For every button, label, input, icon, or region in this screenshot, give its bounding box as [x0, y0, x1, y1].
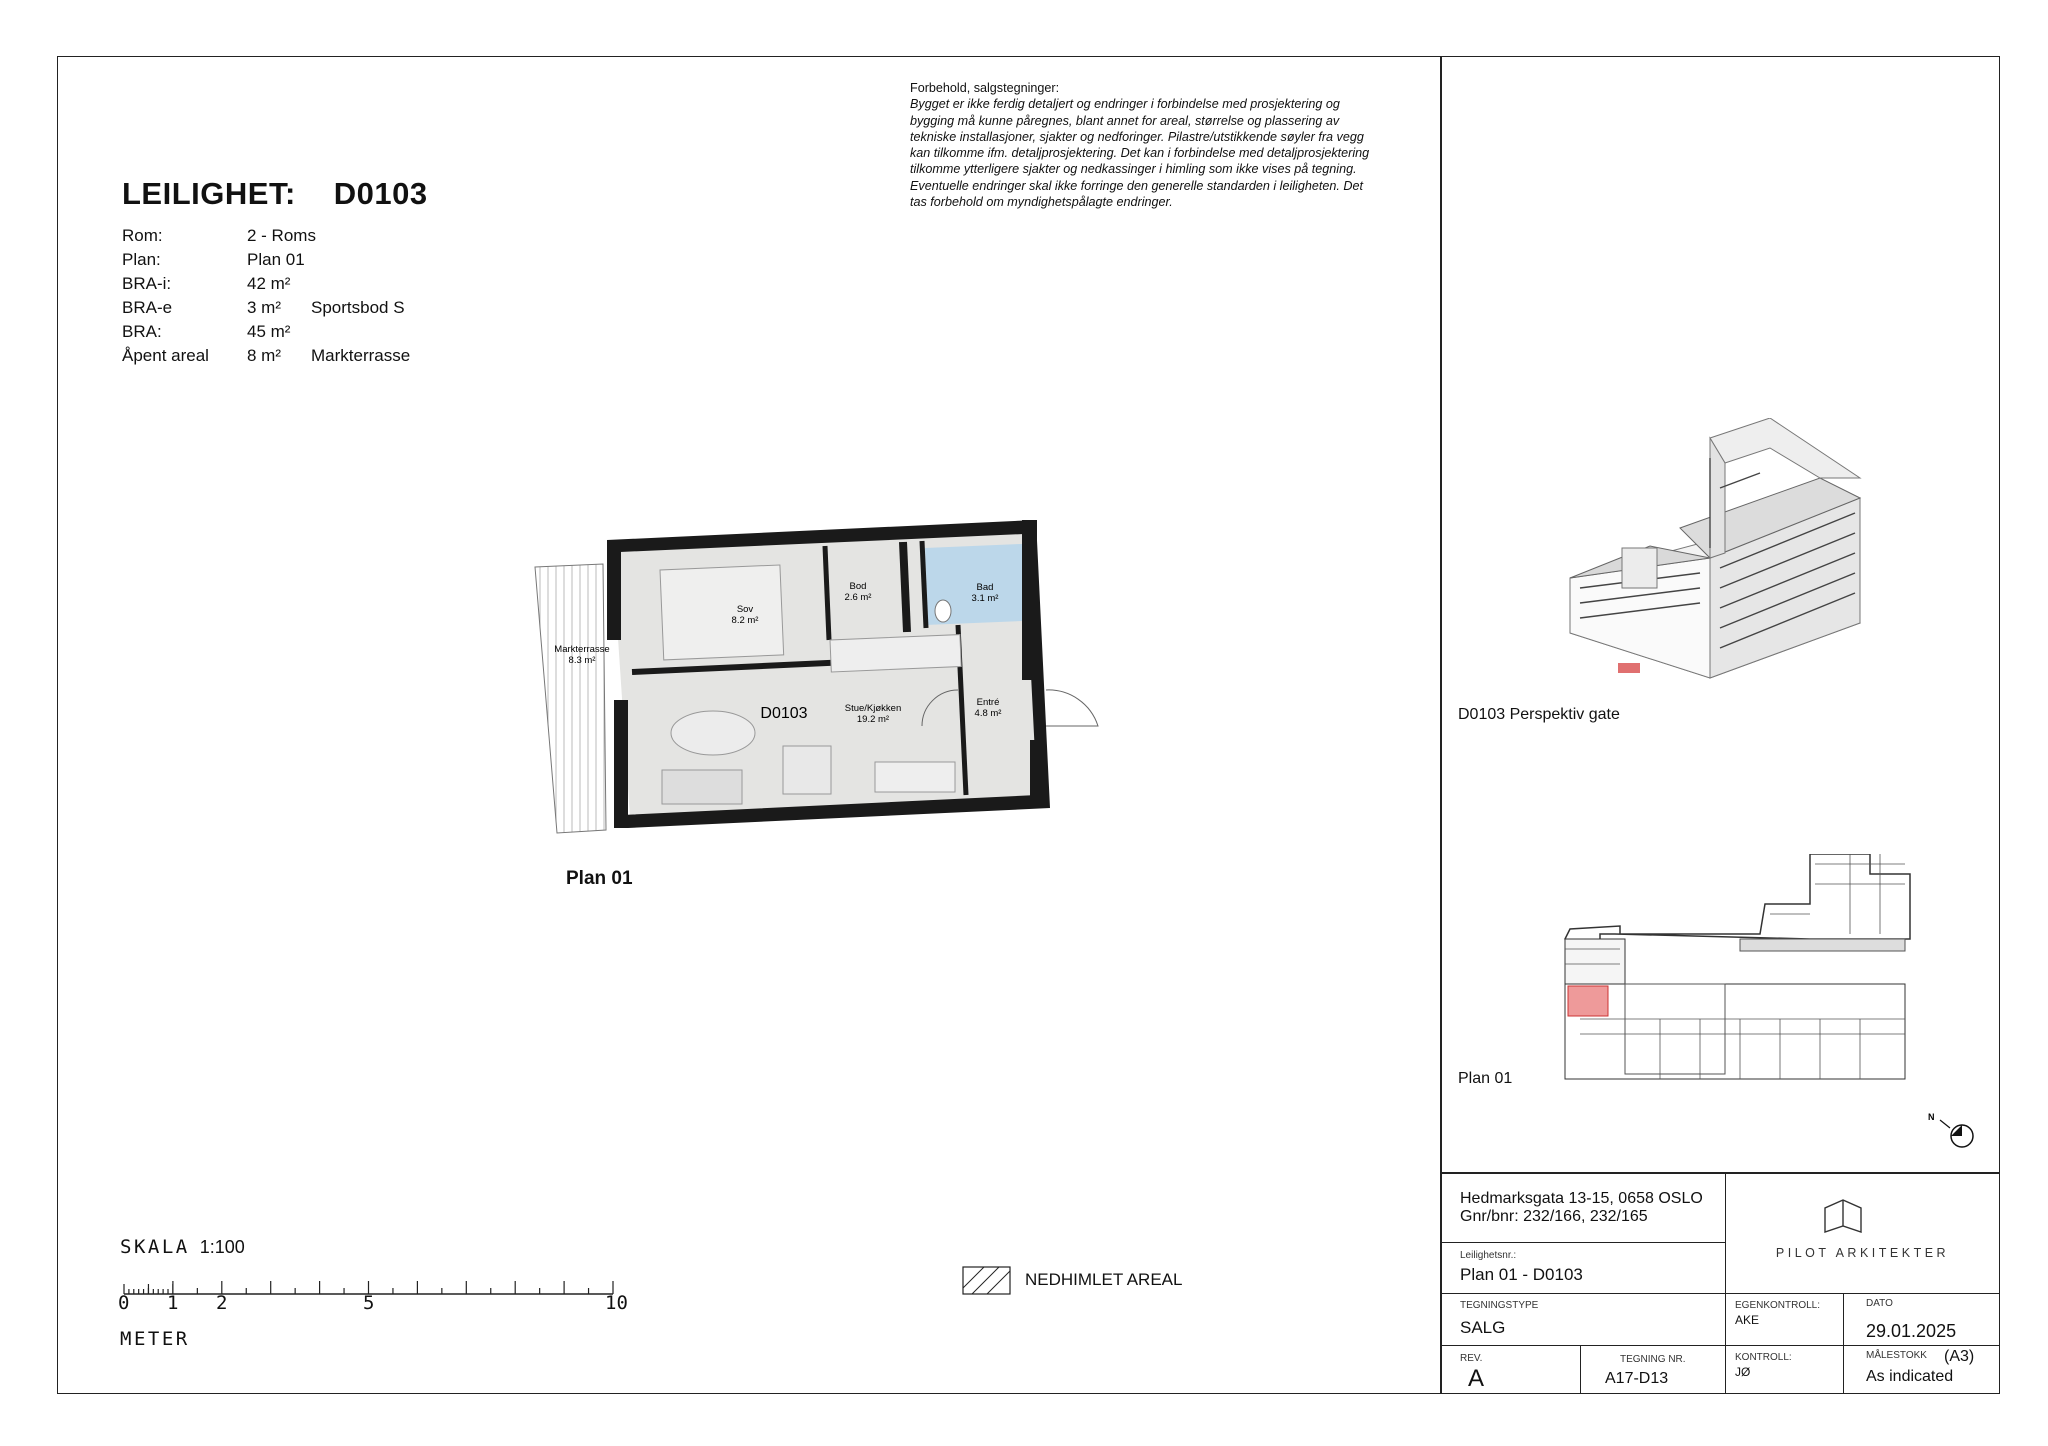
- wall-segment: [607, 540, 621, 640]
- unit-highlight: [1618, 663, 1640, 673]
- scale-label: SKALA: [120, 1236, 190, 1258]
- room-area: 3.1 m²: [971, 593, 999, 604]
- room-name: Markterrasse: [554, 644, 610, 655]
- kitchen-counter: [830, 635, 961, 672]
- room-name: Entré: [976, 697, 1000, 708]
- address-line-1: Hedmarksgata 13-15, 0658 OSLO: [1460, 1190, 1703, 1207]
- interior-wall: [903, 542, 907, 632]
- info-note: Markterrasse: [311, 346, 411, 365]
- keyplan-caption: Plan 01: [1458, 1070, 1513, 1087]
- room-name: Bad: [976, 582, 994, 593]
- type-label: TEGNINGSTYPE: [1460, 1300, 1539, 1311]
- key-plan: [1560, 854, 1920, 1088]
- tick-label: 5: [363, 1292, 375, 1314]
- info-value: 45 m²: [247, 322, 291, 341]
- room-name: Sov: [736, 604, 754, 615]
- rev-value: A: [1468, 1365, 1485, 1392]
- info-label: Rom:: [122, 226, 163, 245]
- building-perspective: [1560, 418, 1910, 718]
- apartment-code: D0103: [333, 176, 428, 211]
- hatch-swatch: [962, 1266, 1012, 1296]
- disclaimer-line: tekniske installasjoner, sjakter og nedforinger. Pilastre/utstikkende søyler fra vegg: [910, 129, 1364, 144]
- tick-label: 1: [167, 1292, 179, 1314]
- info-value: 3 m²: [247, 298, 281, 317]
- disclaimer-line: Bygget er ikke ferdig detaljert og endringer i forbindelse med prosjektering og: [910, 97, 1340, 112]
- info-label: Åpent areal: [122, 346, 209, 365]
- room-area: 8.2 m²: [731, 615, 759, 626]
- info-label: BRA-i:: [122, 274, 172, 293]
- titleblock-border: [1440, 1172, 2000, 1174]
- disclaimer-heading: Forbehold, salgstegninger:: [910, 81, 1060, 95]
- type-value: SALG: [1460, 1318, 1506, 1337]
- date-value: 29.01.2025: [1866, 1321, 1957, 1341]
- info-label: BRA:: [122, 322, 162, 341]
- tick-label: 0: [118, 1292, 130, 1314]
- info-value: Plan 01: [247, 250, 305, 269]
- selfcheck-value: AKE: [1735, 1313, 1760, 1327]
- disclaimer-line: bygging må kunne påregnes, blant annet for areal, størrelse og plassering av: [910, 113, 1340, 128]
- selfcheck-label: EGENKONTROLL:: [1735, 1300, 1821, 1311]
- terrace-deck: [535, 564, 606, 833]
- info-label: BRA-e: [122, 298, 173, 317]
- room-area: 8.3 m²: [568, 655, 596, 666]
- north-arrow-icon: [1920, 1110, 1976, 1150]
- disclaimer: [910, 80, 1430, 210]
- room-area: 2.6 m²: [844, 592, 872, 603]
- sidebar-divider: [1440, 56, 1442, 1394]
- disclaimer-line: kan tilkomme ifm. detaljprosjektering. Det kan i forbindelse med detaljprosjektering: [910, 146, 1370, 161]
- address-line-2: Gnr/bnr: 232/166, 232/165: [1460, 1208, 1648, 1225]
- titleblock-rule: [1843, 1293, 1844, 1394]
- wall-segment: [614, 700, 628, 828]
- drawing-no-value: A17-D13: [1605, 1370, 1669, 1387]
- room-area: 19.2 m²: [856, 714, 890, 725]
- dining-table: [671, 711, 755, 755]
- scale-title: [120, 1236, 245, 1258]
- drawing-no-label: TEGNING NR.: [1620, 1354, 1686, 1365]
- unit-label: D0103: [760, 705, 808, 722]
- info-value: 8 m²: [247, 346, 281, 365]
- titleblock-rule: [1440, 1345, 2000, 1346]
- door-swing: [1046, 690, 1098, 726]
- disclaimer-line: tas forbehold om myndighetspålagte endringer.: [910, 195, 1173, 210]
- titleblock-rule: [1440, 1242, 1725, 1243]
- room-name: Bod: [849, 581, 867, 592]
- info-value: 2 - Roms: [247, 226, 316, 245]
- svg-text:N: N: [1928, 1112, 1935, 1122]
- toilet: [935, 600, 951, 622]
- room-name: Stue/Kjøkken: [844, 703, 902, 714]
- legend-label: NEDHIMLET AREAL: [1025, 1270, 1183, 1289]
- info-label: Plan:: [122, 250, 161, 269]
- unit-no-label: Leilighetsnr.:: [1460, 1250, 1517, 1261]
- perspective-caption: D0103 Perspektiv gate: [1458, 706, 1620, 723]
- bed: [660, 565, 784, 660]
- table: [783, 746, 831, 794]
- info-note: Sportsbod S: [311, 298, 405, 317]
- plan-label: Plan 01: [566, 868, 633, 889]
- scale-field-label: MÅLESTOKK: [1866, 1350, 1927, 1361]
- tick-label: 10: [605, 1292, 628, 1314]
- disclaimer-line: Eventuelle endringer skal ikke forringe den generelle standarden i leiligheten. Det: [910, 178, 1363, 193]
- sofa: [662, 770, 742, 804]
- unit-no-value: Plan 01 - D0103: [1460, 1265, 1583, 1284]
- apartment-title: [122, 176, 428, 212]
- apartment-heading: LEILIGHET:: [122, 176, 296, 211]
- firm-name: PILOT ARKITEKTER: [1775, 1246, 1950, 1260]
- keyplan-outline: [1565, 854, 1910, 944]
- titleblock-rule: [1580, 1345, 1581, 1394]
- wall-segment: [1022, 520, 1037, 680]
- control-label: KONTROLL:: [1735, 1352, 1792, 1363]
- info-value: 42 m²: [247, 274, 291, 293]
- kitchen-counter: [875, 762, 955, 792]
- scale-value: As indicated: [1866, 1368, 1954, 1385]
- date-label: DATO: [1866, 1298, 1893, 1309]
- titleblock-rule: [1440, 1293, 2000, 1294]
- room-area: 4.8 m²: [974, 708, 1002, 719]
- firm-logo-icon: [1823, 1198, 1863, 1234]
- floor-plan: [520, 500, 1110, 860]
- scale-unit: METER: [120, 1328, 190, 1350]
- titleblock-rule: [1725, 1172, 1726, 1394]
- keyplan-unit-highlight: [1568, 986, 1608, 1016]
- disclaimer-line: tilkomme ytterligere sjakter og nedkassinger i himling som ikke vises på tegning.: [910, 162, 1357, 177]
- tick-label: 2: [216, 1292, 228, 1314]
- scale-ratio: 1:100: [199, 1237, 245, 1257]
- wall-segment: [1030, 740, 1046, 808]
- control-value: JØ: [1735, 1365, 1751, 1379]
- rev-label: REV.: [1460, 1353, 1483, 1364]
- scale-format: (A3): [1944, 1348, 1975, 1365]
